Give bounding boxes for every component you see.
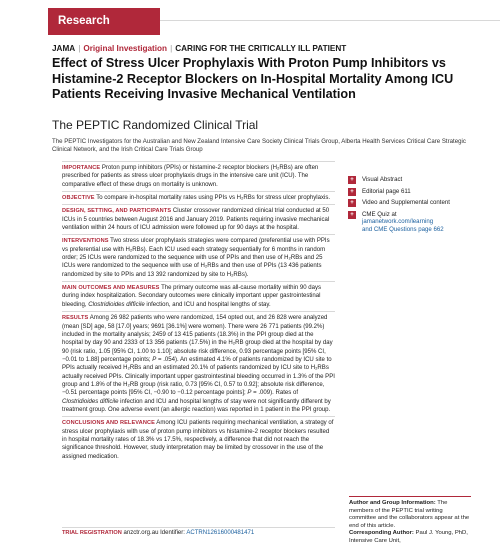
abstract-design: DESIGN, SETTING, AND PARTICIPANTS Cluster crossover randomized clinical trial conducted at 50 ICUs in 5 countries between August 2016 and January 2019. Patients requiring invasive mechanical ventilation within 24 hours of ICU admission were followed up for 90 days at the hospital.: [62, 204, 335, 234]
abstract-results: RESULTS Among 26 982 patients who were randomized, 154 opted out, and 26 828 were analyzed (mean [SD] age, 58 [17.0] years; 9691 [36.1%] were women). There were 26 771 patients (99.2%) included in the mortality analysis; 2459 of 13 415 patients (18.3%) in the PPI group died at the hospital by day 90 and 2333 of 13 356 patients (17.5%) in the H₂RB group died at the hospital by day 90 (risk ratio, 1.05 [95% CI, 1.00 to 1.10]; absolute risk difference, 0.93 percentage points [95% CI, −0.01 to 1.88] percentage points; P = .054). An estimated 4.1% of patients randomized by ICU site to PPIs actually received H₂RBs and an estimated 20.1% of patients randomized by ICU site to H₂RBs actually received PPIs. Clinically important upper gastrointestinal bleeding occurred in 1.3% of the PPI group and 1.8% of the H₂RB group (risk ratio, 0.73 [95% CI, 0.57 to 0.92]; absolute risk difference, −0.51 percentage points [95% CI, −0.90 to −0.12 percentage points]; P = .009). Rates of Clostridioides difficile infection and ICU and hospital lengths of stay were not significantly different by treatment group. One adverse event (an allergic reaction) was reported in 1 patient in the PPI group.: [62, 311, 335, 416]
article-title: Effect of Stress Ulcer Prophylaxis With Proton Pump Inhibitors vs Histamine-2 Receptor Blockers on In-Hospital Mortality Among ICU Patients Receiving Invasive Mechanical Ventilation: [52, 56, 454, 101]
trial-registration: TRIAL REGISTRATION anzctr.org.au Identifier: ACTRN12616000481471: [62, 527, 335, 536]
top-rule: [160, 20, 500, 21]
top-band: [0, 0, 500, 42]
abstract-outcomes: MAIN OUTCOMES AND MEASURES The primary outcome was all-cause mortality within 90 days during index hospitalization. Secondary outcomes were clinically important upper gastrointestinal bleeding, Clostridioides difficile infection, and ICU and hospital lengths of stay.: [62, 281, 335, 311]
abstract-objective: OBJECTIVE To compare in-hospital mortality rates using PPIs vs H₂RBs for stress ulcer prophylaxis.: [62, 191, 335, 204]
article-subtitle: The PEPTIC Randomized Clinical Trial: [52, 118, 259, 132]
sidebar: [348, 176, 468, 238]
visual-abstract-link[interactable]: + Visual Abstract: [348, 176, 468, 184]
editorial-link[interactable]: + Editorial page 611: [348, 188, 468, 196]
article-type: Original Investigation: [83, 44, 168, 53]
supplemental-content-link[interactable]: + Video and Supplemental content: [348, 199, 468, 207]
cme-quiz-link[interactable]: + CME Quiz at jamanetwork.com/learning and CME Questions page 662: [348, 211, 468, 234]
abstract-importance: IMPORTANCE Proton pump inhibitors (PPIs) or histamine-2 receptor blockers (H₂RBs) are often prescribed for patients as stress ulcer prophylaxis drugs in the intensive care unit (ICU). The comparative effect of these drugs on mortality is unknown.: [62, 161, 335, 191]
plus-icon: +: [348, 199, 356, 207]
cme-url[interactable]: jamanetwork.com/learning: [362, 218, 434, 226]
journal-header: JAMA | Original Investigation | CARING FOR THE CRITICALLY ILL PATIENT: [52, 44, 347, 53]
journal-name: JAMA: [52, 44, 76, 53]
abstract-conclusions: CONCLUSIONS AND RELEVANCE Among ICU patients requiring mechanical ventilation, a strategy of stress ulcer prophylaxis with use of proton pump inhibitors vs histamine-2 receptor blockers resulted in hospital mortality rates of 18.3% vs 17.5%, respectively, a difference that did not reach the significance threshold. However, study interpretation may be limited by crossover in the use of the assigned medication.: [62, 416, 335, 463]
plus-icon: +: [348, 176, 356, 184]
section-label: CARING FOR THE CRITICALLY ILL PATIENT: [175, 44, 347, 53]
abstract-interventions: INTERVENTIONS Two stress ulcer prophylaxis strategies were compared (preferential use with PPIs vs preferential use with H₂RBs). Each ICU used each strategy sequentially for 6 months in random order; 25 ICUs were randomized to the sequence with use of PPIs and then use of H₂RBs and 25 ICUs were randomized to the sequence with use of H₂RBs and then use of PPIs (13 436 patients randomized by site to PPIs and 13 392 randomized by site to H₂RBs).: [62, 234, 335, 281]
author-info: Author and Group Information: The members of the PEPTIC trial writing committee and the collaborators appear at the end of this article. Corresponding Author: Paul J. Young, PhD, Intensive Care Unit,: [349, 496, 471, 546]
plus-icon: +: [348, 211, 356, 219]
trial-id-link[interactable]: ACTRN12616000481471: [186, 530, 255, 536]
plus-icon: +: [348, 188, 356, 196]
author-list: The PEPTIC Investigators for the Australian and New Zealand Intensive Care Society Clinical Trials Group, Alberta Health Services Critical Care Strategic Clinical Network, and the Irish Critical Care Trials Group: [52, 138, 466, 154]
abstract: [62, 161, 335, 463]
section-tab: Research: [48, 8, 160, 35]
